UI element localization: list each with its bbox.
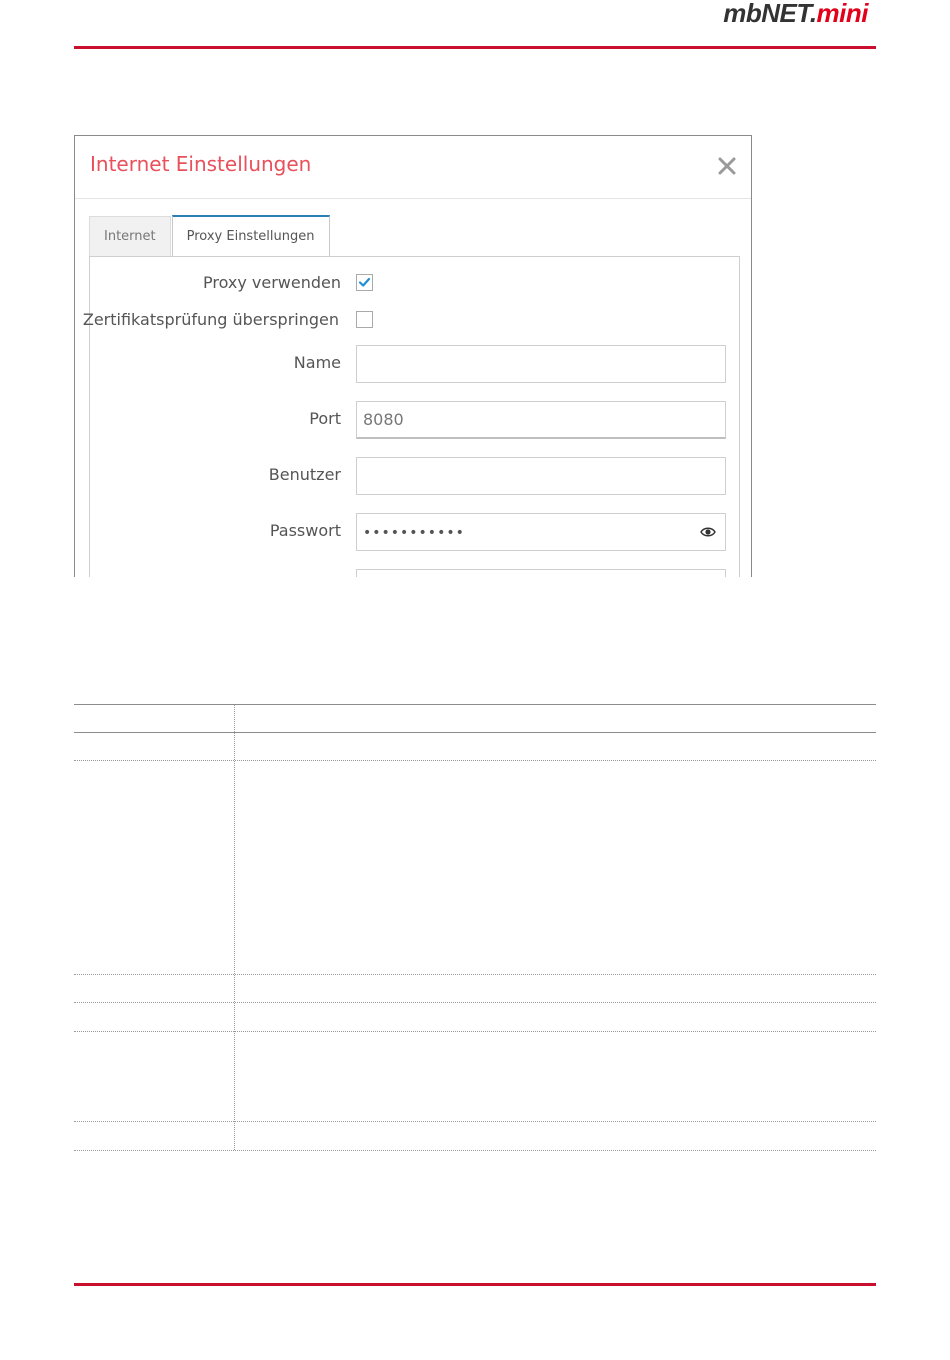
table-row [74, 760, 876, 974]
use-proxy-checkbox[interactable] [356, 274, 373, 291]
table-row [74, 732, 876, 760]
brand-logo [723, 0, 868, 26]
user-input[interactable] [356, 457, 726, 495]
port-label: Port [309, 409, 341, 428]
brand-accent: mini [816, 0, 868, 28]
tab-proxy-settings[interactable]: Proxy Einstellungen [172, 215, 330, 257]
dialog-title: Internet Einstellungen [90, 152, 312, 176]
check-icon [357, 275, 372, 290]
table-row [74, 1031, 876, 1121]
table-header-row [74, 704, 876, 732]
brand-main: mbNET. [723, 0, 817, 28]
header-rule [74, 46, 876, 49]
user-label: Benutzer [268, 465, 341, 484]
next-field-input-partial[interactable] [356, 569, 726, 577]
port-input[interactable]: 8080 [356, 401, 726, 439]
eye-icon[interactable] [700, 526, 716, 538]
name-label: Name [293, 353, 341, 372]
table-row [74, 1002, 876, 1030]
table-row [74, 974, 876, 1002]
password-input[interactable] [356, 513, 726, 551]
skip-cert-check-checkbox[interactable] [356, 311, 373, 328]
use-proxy-label: Proxy verwenden [202, 273, 341, 292]
table-row [74, 1121, 876, 1149]
skip-cert-check-label: Zertifikatsprüfung überspringen [82, 310, 339, 329]
name-input[interactable] [356, 345, 726, 383]
table-bottom-rule [74, 1150, 876, 1151]
tab-bar [89, 215, 330, 257]
password-label: Passwort [269, 521, 341, 540]
proxy-settings-panel [82, 256, 740, 577]
tab-internet[interactable]: Internet [89, 216, 171, 256]
password-value: ••••••••••• [363, 525, 465, 541]
dialog-header-divider [75, 198, 751, 199]
close-icon[interactable] [715, 154, 739, 178]
footer-rule [74, 1283, 876, 1286]
internet-settings-dialog [74, 135, 752, 577]
